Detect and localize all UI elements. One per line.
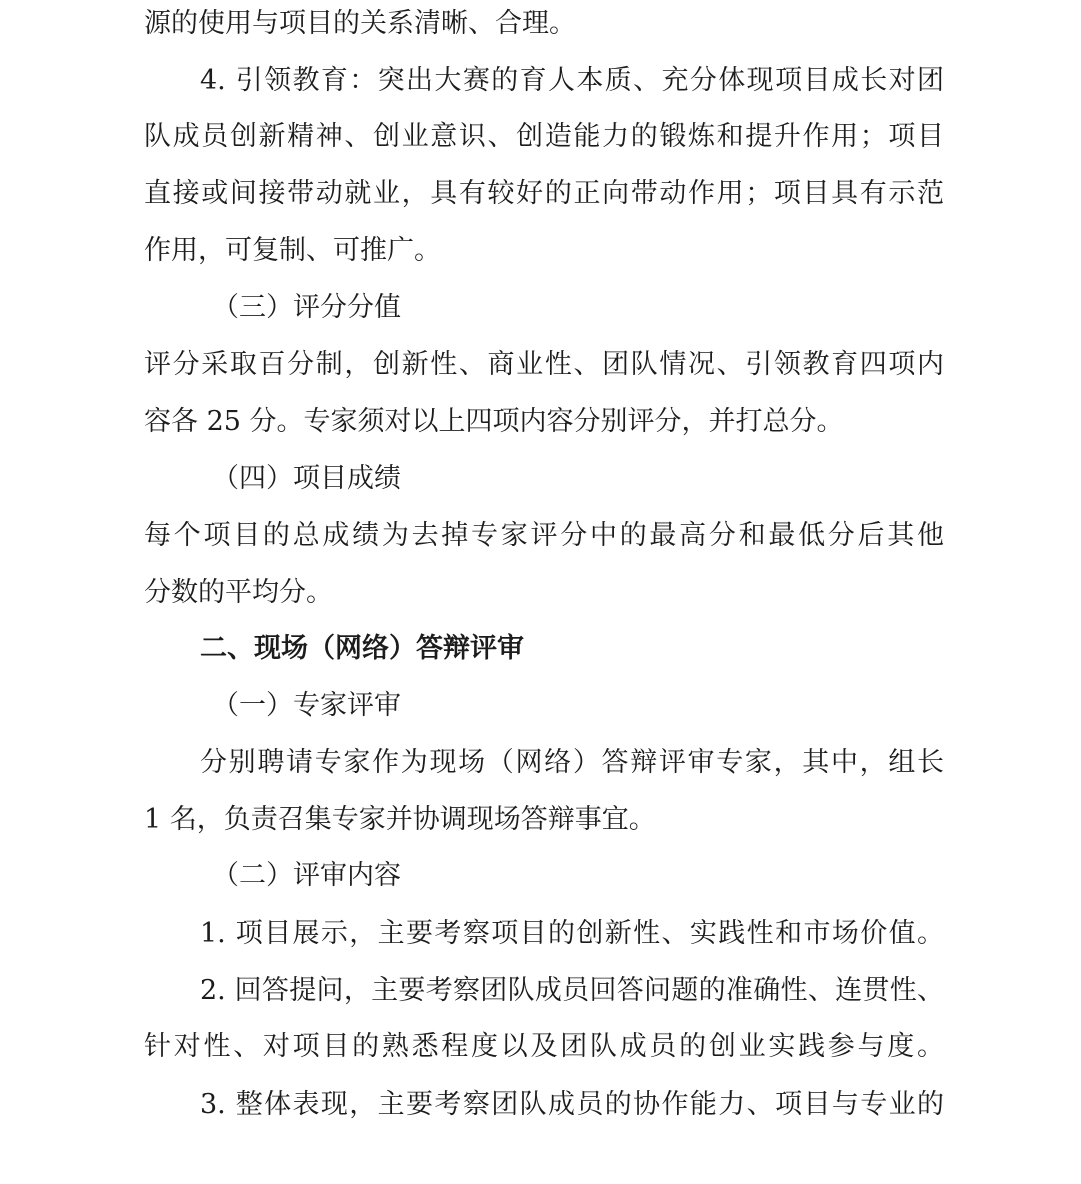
- paragraph-line: 针对性、对项目的熟悉程度以及团队成员的创业实践参与度。: [144, 1031, 944, 1062]
- section-subheading: （一）专家评审: [212, 690, 401, 721]
- section-subheading: （三）评分分值: [212, 292, 401, 323]
- paragraph-line: 源的使用与项目的关系清晰、合理。: [144, 8, 576, 39]
- section-heading: 二、现场（网络）答辩评审: [200, 633, 524, 664]
- list-item-line: 3. 整体表现，主要考察团队成员的协作能力、项目与专业的: [200, 1089, 944, 1120]
- section-subheading: （二）评审内容: [212, 860, 401, 891]
- paragraph-line: 直接或间接带动就业，具有较好的正向带动作用；项目具有示范: [144, 178, 944, 209]
- paragraph-line: 分数的平均分。: [144, 577, 333, 608]
- list-item-line: 1. 项目展示，主要考察项目的创新性、实践性和市场价值。: [200, 918, 944, 949]
- paragraph-line: 分别聘请专家作为现场（网络）答辩评审专家，其中，组长: [200, 747, 944, 778]
- list-item-line: 4. 引领教育：突出大赛的育人本质、充分体现项目成长对团: [200, 65, 944, 96]
- section-subheading: （四）项目成绩: [212, 463, 401, 494]
- paragraph-line: 容各 25 分。专家须对以上四项内容分别评分，并打总分。: [144, 406, 844, 437]
- paragraph-line: 作用，可复制、可推广。: [144, 235, 441, 266]
- paragraph-line: 队成员创新精神、创业意识、创造能力的锻炼和提升作用；项目: [144, 121, 944, 152]
- paragraph-line: 1 名，负责召集专家并协调现场答辩事宜。: [144, 804, 656, 835]
- paragraph-line: 评分采取百分制，创新性、商业性、团队情况、引领教育四项内: [144, 349, 944, 380]
- list-item-line: 2. 回答提问，主要考察团队成员回答问题的准确性、连贯性、: [200, 975, 944, 1006]
- paragraph-line: 每个项目的总成绩为去掉专家评分中的最高分和最低分后其他: [144, 520, 944, 551]
